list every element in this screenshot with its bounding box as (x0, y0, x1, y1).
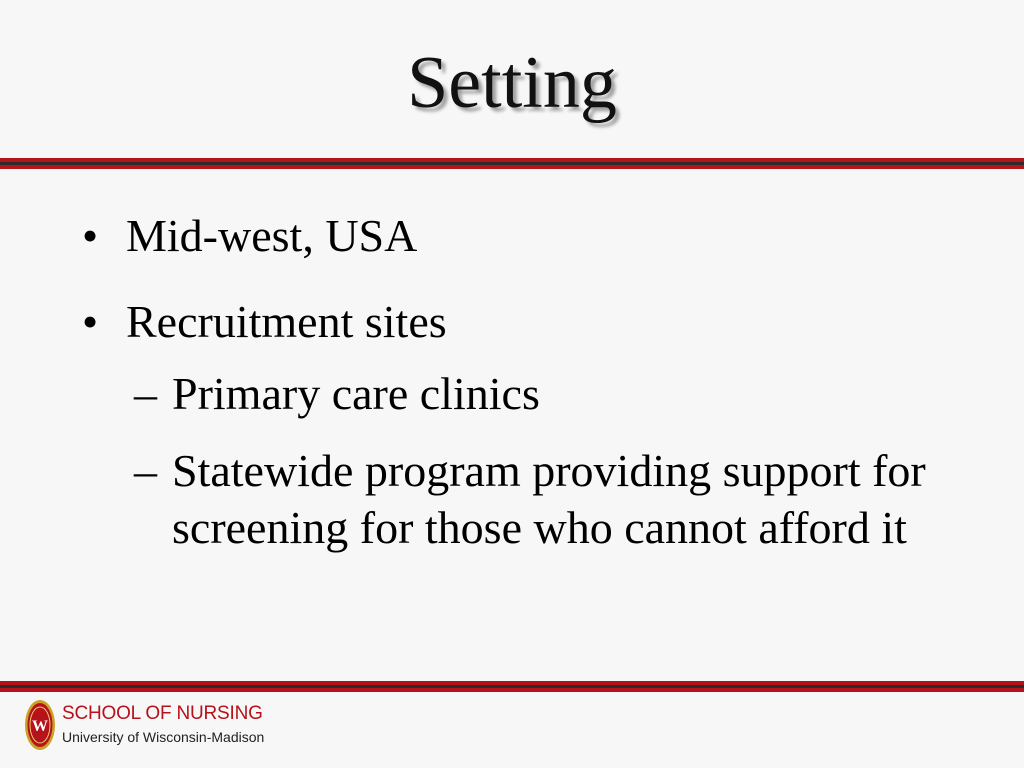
sub-bullet-marker: – (134, 368, 157, 419)
sub-bullet-item (82, 442, 962, 556)
footer-school-name: SCHOOL OF NURSING (62, 703, 263, 724)
sub-bullet-item (82, 365, 962, 422)
bullet-marker: • (82, 210, 99, 261)
crest-letter: W (32, 718, 48, 735)
bullet-item (82, 291, 962, 353)
bullet-text: Recruitment sites (126, 296, 447, 347)
slide-title: Setting (407, 42, 617, 124)
sub-bullet-marker: – (134, 445, 157, 496)
sub-bullet-text: Primary care clinics (172, 368, 540, 419)
footer-university-name: University of Wisconsin-Madison (62, 729, 265, 745)
footer-divider (0, 681, 1024, 693)
sub-bullet-text: Statewide program providing support for screening for those who cannot afford it (172, 445, 926, 553)
title-divider (0, 158, 1024, 170)
bullet-item (82, 205, 962, 267)
uw-crest-icon (24, 699, 56, 751)
bullet-text: Mid-west, USA (126, 210, 418, 261)
bullet-list (82, 205, 962, 576)
bullet-marker: • (82, 296, 99, 347)
